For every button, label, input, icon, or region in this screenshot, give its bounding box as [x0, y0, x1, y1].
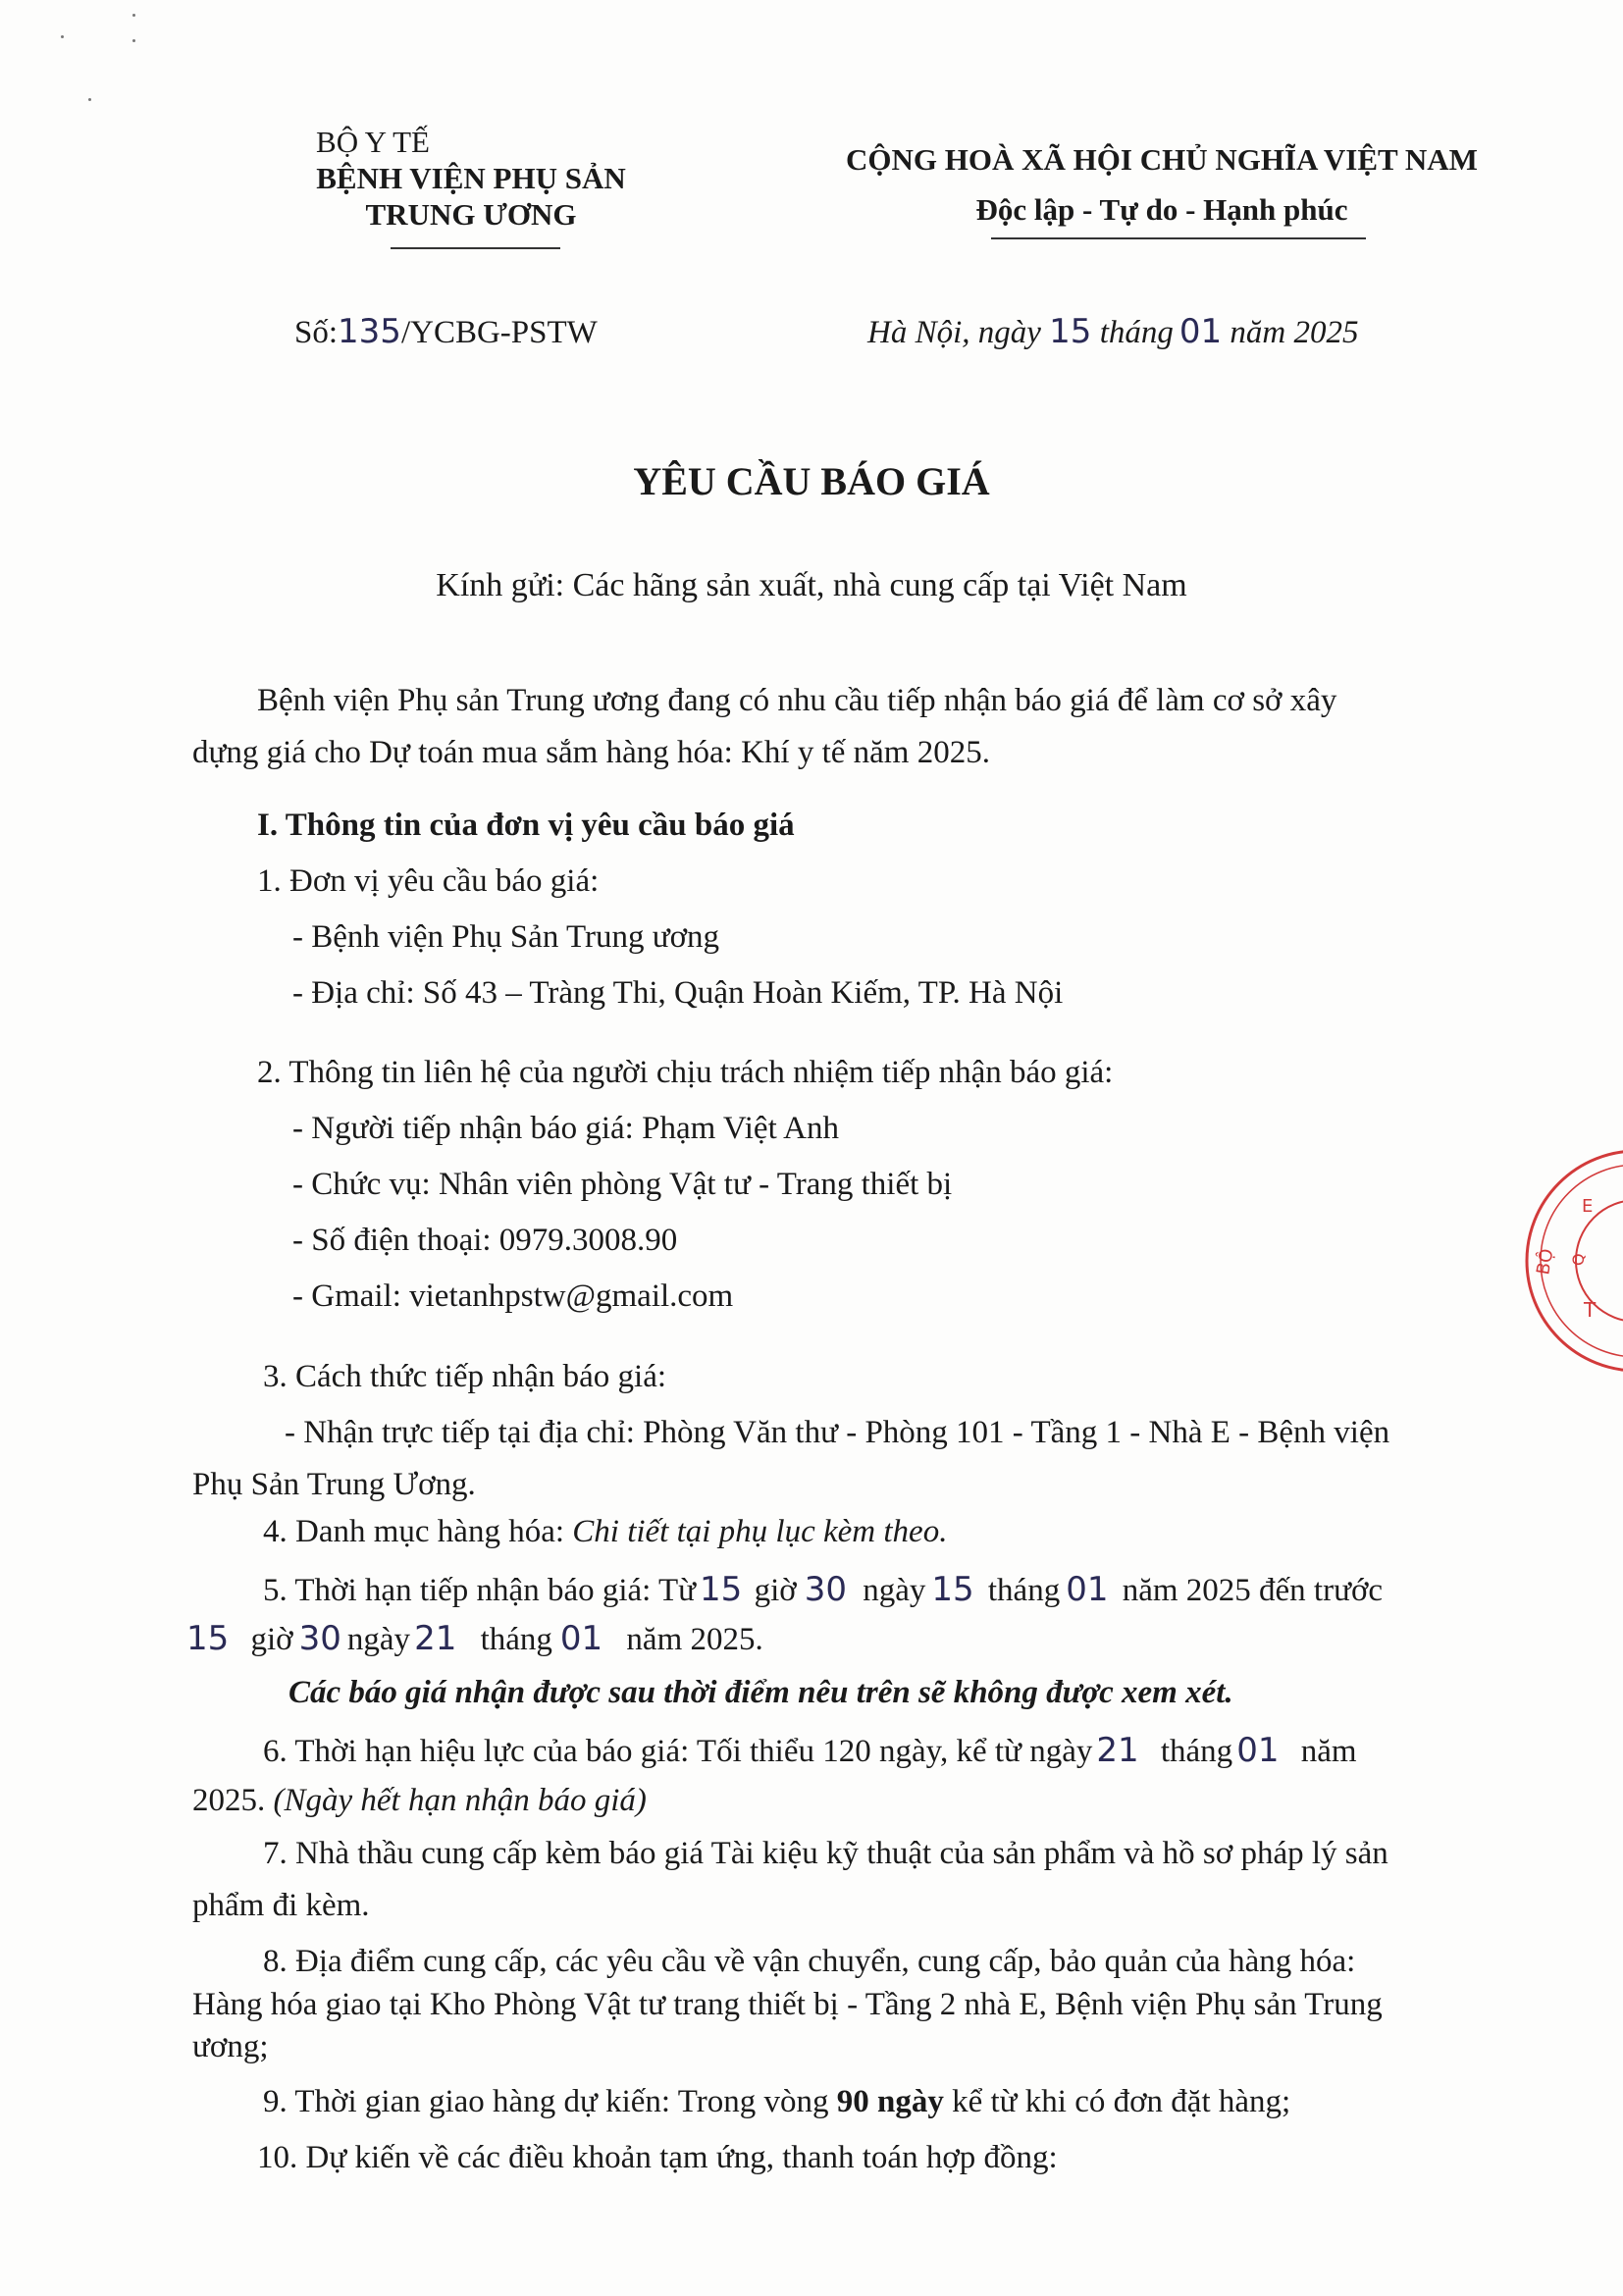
from-month-handwritten: 01 [1066, 1570, 1109, 1609]
validity-nam: năm [1300, 1734, 1357, 1769]
item-6-line1 [263, 1731, 1357, 1770]
svg-text:E: E [1582, 1196, 1594, 1217]
date-day-handwritten: 15 [1049, 312, 1092, 351]
item-3-method-line2: Phụ Sản Trung Ương. [192, 1467, 476, 1502]
date-year: năm 2025 [1230, 315, 1359, 350]
to-month-handwritten: 01 [559, 1619, 603, 1658]
validity-thang: tháng [1160, 1734, 1233, 1769]
scan-speck [132, 39, 135, 42]
item-9-post: kể từ khi có đơn đặt hàng; [952, 2084, 1291, 2119]
section-heading: I. Thông tin của đơn vị yêu cầu báo giá [257, 808, 795, 843]
item-4-value: Chi tiết tại phụ lục kèm theo. [572, 1514, 948, 1549]
item-2-position: - Chức vụ: Nhân viên phòng Vật tư - Trang thiết bị [292, 1167, 953, 1202]
item-7-line1: 7. Nhà thầu cung cấp kèm báo giá Tài kiệu kỹ thuật của sản phẩm và hồ sơ pháp lý sản [263, 1836, 1388, 1871]
item-1-address: - Địa chỉ: Số 43 – Tràng Thi, Quận Hoàn Kiếm, TP. Hà Nội [292, 975, 1064, 1011]
item-5-tail: năm 2025 đến trước [1122, 1573, 1384, 1608]
intro-line-2: dựng giá cho Dự toán mua sắm hàng hóa: Khí y tế năm 2025. [192, 735, 990, 770]
ministry-name: BỘ Y TẾ [316, 125, 430, 159]
hospital-name-line2: TRUNG ƯƠNG [365, 197, 577, 232]
date-month-label: tháng [1099, 315, 1174, 350]
to-day-handwritten: 21 [414, 1619, 457, 1658]
to-minute-handwritten: 30 [298, 1619, 341, 1658]
right-header-rule [991, 237, 1366, 239]
date-month-handwritten: 01 [1178, 312, 1223, 351]
gio-label-2: giờ [250, 1622, 293, 1657]
item-9 [263, 2084, 1290, 2120]
item-8-line3: ương; [192, 2029, 269, 2064]
left-header-rule [391, 247, 560, 249]
late-quote-notice: Các báo giá nhận được sau thời điểm nêu trên sẽ không được xem xét. [288, 1675, 1233, 1710]
from-day-handwritten: 15 [931, 1570, 974, 1609]
item-1: 1. Đơn vị yêu cầu báo giá: [257, 863, 600, 899]
scan-speck [61, 35, 64, 38]
item-4-label: 4. Danh mục hàng hóa: [263, 1514, 565, 1549]
item-2-phone: - Số điện thoại: 0979.3008.90 [292, 1223, 678, 1258]
ngay-label-2: ngày [346, 1622, 411, 1657]
item-8-line1: 8. Địa điểm cung cấp, các yêu cầu về vận chuyển, cung cấp, bảo quản của hàng hóa: [263, 1944, 1356, 1979]
recipient-line: Kính gửi: Các hãng sản xuất, nhà cung cấp tại Việt Nam [436, 567, 1187, 603]
item-8-line2: Hàng hóa giao tại Kho Phòng Vật tư trang thiết bị - Tầng 2 nhà E, Bệnh viện Phụ sản Trung [192, 1987, 1383, 2022]
item-3: 3. Cách thức tiếp nhận báo giá: [263, 1359, 667, 1394]
item-7-line2: phẩm đi kèm. [192, 1888, 370, 1923]
item-5-tail-2: năm 2025. [626, 1622, 763, 1657]
country-name: CỘNG HOÀ XÃ HỘI CHỦ NGHĨA VIỆT NAM [846, 142, 1478, 177]
to-hour-handwritten: 15 [186, 1619, 230, 1658]
item-9-pre: 9. Thời gian giao hàng dự kiến: Trong vòng [263, 2084, 829, 2119]
scan-speck [132, 14, 135, 17]
thang-label: tháng [987, 1573, 1061, 1608]
svg-text:T: T [1584, 1298, 1597, 1322]
document-title: YÊU CẦU BÁO GIÁ [633, 459, 990, 503]
item-5-line1 [263, 1570, 1383, 1609]
item-9-bold: 90 ngày [836, 2084, 944, 2119]
validity-day-handwritten: 21 [1096, 1731, 1139, 1770]
item-3-method-line1: - Nhận trực tiếp tại địa chỉ: Phòng Văn thư - Phòng 101 - Tầng 1 - Nhà E - Bệnh viện [285, 1415, 1390, 1450]
official-stamp [1521, 1128, 1623, 1393]
national-motto: Độc lập - Tự do - Hạnh phúc [975, 192, 1348, 227]
number-handwritten: 135 [338, 312, 401, 351]
date-place: Hà Nội, ngày [867, 315, 1041, 350]
intro-line-1: Bệnh viện Phụ sản Trung ương đang có nhu cầu tiếp nhận báo giá để làm cơ sở xây [257, 683, 1337, 718]
from-minute-handwritten: 30 [804, 1570, 847, 1609]
gio-label: giờ [754, 1573, 797, 1608]
from-hour-handwritten: 15 [700, 1570, 743, 1609]
number-suffix: /YCBG-PSTW [400, 315, 598, 350]
item-2: 2. Thông tin liên hệ của người chịu trách nhiệm tiếp nhận báo giá: [257, 1055, 1114, 1090]
ngay-label: ngày [863, 1573, 926, 1608]
svg-text:BỘ: BỘ [1533, 1247, 1558, 1277]
svg-text:Q: Q [1569, 1253, 1588, 1266]
item-4 [263, 1514, 947, 1550]
item-10: 10. Dự kiến về các điều khoản tạm ứng, thanh toán hợp đồng: [257, 2140, 1058, 2175]
item-6-label: 6. Thời hạn hiệu lực của báo giá: Tối thiểu 120 ngày, kể từ ngày [263, 1734, 1093, 1769]
item-6-line2 [192, 1783, 647, 1819]
validity-month-handwritten: 01 [1236, 1731, 1280, 1770]
item-1-org: - Bệnh viện Phụ Sản Trung ương [292, 919, 720, 955]
item-2-person: - Người tiếp nhận báo giá: Phạm Việt Anh [292, 1111, 840, 1146]
document-date [867, 312, 1358, 351]
number-prefix: Số: [294, 315, 339, 350]
item-2-email: - Gmail: vietanhpstw@gmail.com [292, 1278, 734, 1314]
item-5-label: 5. Thời hạn tiếp nhận báo giá: Từ [263, 1573, 697, 1608]
thang-label-2: tháng [480, 1622, 552, 1657]
validity-year: 2025. [192, 1783, 266, 1818]
scan-speck [88, 98, 91, 101]
validity-note: (Ngày hết hạn nhận báo giá) [273, 1783, 647, 1818]
hospital-name-line1: BỆNH VIỆN PHỤ SẢN [316, 161, 626, 195]
document-number [294, 312, 598, 351]
item-5-line2 [186, 1619, 763, 1658]
